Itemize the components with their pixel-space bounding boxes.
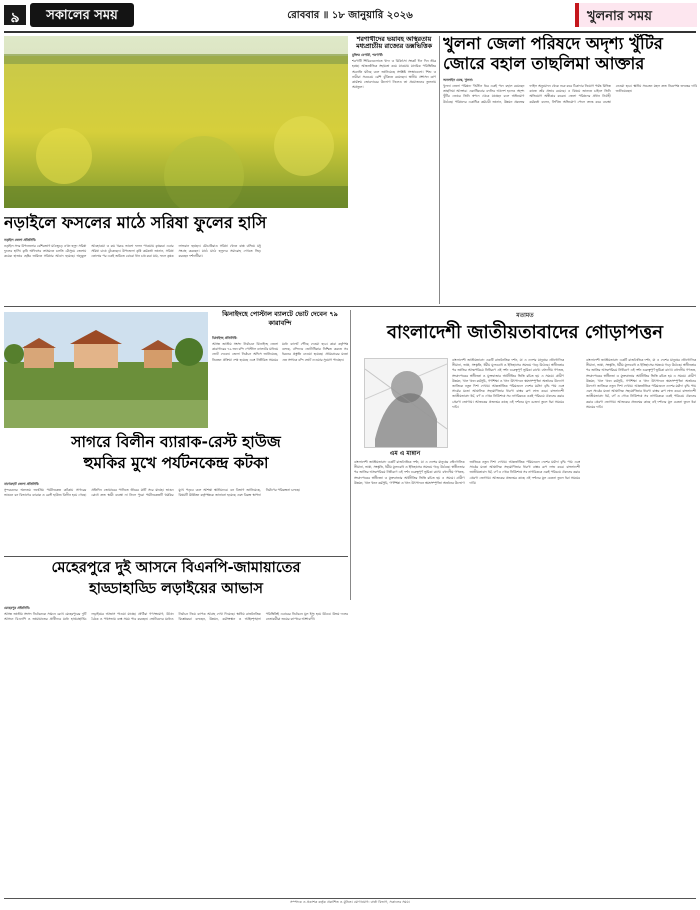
- divider: [4, 556, 348, 557]
- article-meherpur-headline-block: [4, 558, 348, 604]
- article-jhenaidah: [212, 310, 348, 430]
- headline: খুলনা জেলা পরিষদে অদৃশ্য খুঁটির জোরে বহাল তাছলিমা আক্তার: [443, 34, 663, 73]
- body: বাংলাদেশী জাতীয়তাবাদ একটি রাজনৈতিক দর্শন, যা এ দেশের মানুষের ভৌগোলিক সীমানা, ভাষা, সংস্কৃতি, ধর্মীয় মূল্যবোধ ও ইতিহাসের সমন্বয়ে গড়ে উঠেছে। স্বাধীনতার পর জাতির আত্মপরিচয় নির্ধারণে এই দর্শন গুরুত্বপূর্ণ ভূমিকা রাখে। বহুদলীয় গণতন্ত্র, সংবাদপত্রের স্বাধীনতা ও মুক্তবাজার অর্থনীতির ভিত্তি রচিত হয় এ সময়ে। গ্রামীণ উন্নয়ন, খাল খনন কর্মসূচি, গণশিক্ষা ও খাদ্য উৎপাদনে স্বয়ংসম্পূর্ণতা অর্জনের উদ্যোগ জাতিকে নতুন দিশা দেখায়। আন্তর্জাতিক পরিমণ্ডলে দেশের মর্যাদা বৃদ্ধি পায় এবং সার্কের মতো আঞ্চলিক সহযোগিতার ধারণা বাস্তব রূপ লাভ করে। বাংলাদেশী জাতীয়তাবাদ ধর্ম, বর্ণ ও গোত্র নির্বিশেষে সব নাগরিককে একই পরিচয়ে ঐক্যবদ্ধ করার প্রেরণা জোগায়। আজকের প্রজন্মের কাছে এই দর্শনের মূল চেতনা তুলে ধরা সময়ের দাবি।: [354, 460, 580, 485]
- header-rule: [4, 31, 696, 33]
- author-portrait: [365, 359, 447, 447]
- author-name: এম এ মান্নান: [389, 450, 421, 457]
- page-number-box: [4, 5, 26, 25]
- body: সুন্দরবনের অন্যতম জনপ্রিয় পর্যটনকেন্দ্র কটকায় সাগরের ভাঙনে বন বিভাগের ব্যারাক ও রেস্ট হাউজ বিলীন হয়ে গেছে। প্রতিদিন জোয়ারের পানিতে তীরের মাটি সরে যাচ্ছে। ভাঙন রোধে দ্রুত স্থায়ী ব্যবস্থা না নিলে পুরো পর্যটনকেন্দ্রটি হুমকির মুখে পড়বে বলে আশঙ্কা স্থানীয়দের। বন বিভাগ জানিয়েছে, বিষয়টি ঊর্ধ্বতন কর্তৃপক্ষকে জানানো হয়েছে এবং বিকল্প স্থাপনা নির্মাণের পরিকল্পনা চলছে।: [4, 488, 300, 498]
- article-sagar: [4, 482, 348, 552]
- article-sharshe-headline: নড়াইলে ফসলের মাঠে সরিষা ফুলের হাসি: [4, 213, 267, 232]
- section-name: খুলনার সময়: [587, 9, 652, 24]
- article-meherpur: [4, 606, 348, 896]
- headline-line-2: হাড্ডাহাড্ডি লড়াইয়ের আভাস: [89, 581, 263, 597]
- resort-illustration: [4, 312, 208, 428]
- article-sharanarthi: [352, 36, 436, 304]
- byline: নড়াইল জেলা প্রতিনিধি:: [4, 238, 37, 242]
- body-col-right: বাংলাদেশী জাতীয়তাবাদ একটি রাজনৈতিক দর্শন, যা এ দেশের মানুষের ভৌগোলিক সীমানা, ভাষা, সংস্কৃতি, ধর্মীয় মূল্যবোধ ও ইতিহাসের সমন্বয়ে গড়ে উঠেছে। স্বাধীনতার পর জাতির আত্মপরিচয় নির্ধারণে এই দর্শন গুরুত্বপূর্ণ ভূমিকা রাখে। বহুদলীয় গণতন্ত্র, সংবাদপত্রের স্বাধীনতা ও মুক্তবাজার অর্থনীতির ভিত্তি রচিত হয় এ সময়ে। গ্রামীণ উন্নয়ন, খাল খনন কর্মসূচি, গণশিক্ষা ও খাদ্য উৎপাদনে স্বয়ংসম্পূর্ণতা অর্জনের উদ্যোগ জাতিকে নতুন দিশা দেখায়। আন্তর্জাতিক পরিমণ্ডলে দেশের মর্যাদা বৃদ্ধি পায় এবং সার্কের মতো আঞ্চলিক সহযোগিতার ধারণা বাস্তব রূপ লাভ করে। বাংলাদেশী জাতীয়তাবাদ ধর্ম, বর্ণ ও গোত্র নির্বিশেষে সব নাগরিককে একই পরিচয়ে ঐক্যবদ্ধ করার প্রেরণা জোগায়। আজকের প্রজন্মের কাছে এই দর্শনের মূল চেতনা তুলে ধরা সময়ের দাবি।: [586, 358, 696, 409]
- article-sagar-headline-block: [4, 432, 348, 478]
- body: শরণার্থী শিবিরগুলোতে খাদ্য ও চিকিৎসা সংকট দিন দিন তীব্র হচ্ছে। আন্তর্জাতিক সহায়তা কমে যাওয়ায় মানবিক পরিস্থিতির অবনতি ঘটছে বলে জানিয়েছে সংশ্লিষ্ট সংস্থাগুলো। শিশু ও নারীরা সবচেয়ে বেশি ঝুঁকিতে রয়েছেন। স্থানীয় প্রশাসন ত্রাণ কার্যক্রম জোরদারের উদ্যোগ নিলেও তা প্রয়োজনের তুলনায় অপ্রতুল।: [352, 59, 436, 90]
- divider: [4, 306, 696, 307]
- byline: মুক্তির বেপারী, শরণার্থী:: [352, 53, 384, 58]
- date-line: রোববার ॥ ১৮ জানুয়ারি ২০২৬: [287, 10, 413, 21]
- kicker: মতামত: [516, 312, 534, 319]
- mustard-field-illustration: [4, 36, 348, 208]
- author-photo: [364, 358, 448, 448]
- resort-photo: [4, 312, 208, 428]
- footer-rule: [4, 898, 696, 899]
- header-bar: [0, 0, 700, 30]
- article-sharshe: [4, 238, 348, 304]
- headline-line-1: সাগরে বিলীন ব্যারাক-রেস্ট হাউজ: [71, 433, 281, 451]
- headline: বাংলাদেশী জাতীয়তাবাদের গোড়াপত্তন: [386, 322, 663, 343]
- byline: ঝিনাইদহ প্রতিনিধি:: [212, 336, 238, 340]
- page-number: ৯: [10, 10, 20, 26]
- body-col-1: বাংলাদেশী জাতীয়তাবাদ একটি রাজনৈতিক দর্শন, যা এ দেশের মানুষের ভৌগোলিক সীমানা, ভাষা, সংস্কৃতি, ধর্মীয় মূল্যবোধ ও ইতিহাসের সমন্বয়ে গড়ে উঠেছে। স্বাধীনতার পর জাতির আত্মপরিচয় নির্ধারণে এই দর্শন গুরুত্বপূর্ণ ভূমিকা রাখে। বহুদলীয় গণতন্ত্র, সংবাদপত্রের স্বাধীনতা ও মুক্তবাজার অর্থনীতির ভিত্তি রচিত হয় এ সময়ে। গ্রামীণ উন্নয়ন, খাল খনন কর্মসূচি, গণশিক্ষা ও খাদ্য উৎপাদনে স্বয়ংসম্পূর্ণতা অর্জনের উদ্যোগ জাতিকে নতুন দিশা দেখায়। আন্তর্জাতিক পরিমণ্ডলে দেশের মর্যাদা বৃদ্ধি পায় এবং সার্কের মতো আঞ্চলিক সহযোগিতার ধারণা বাস্তব রূপ লাভ করে। বাংলাদেশী জাতীয়তাবাদ ধর্ম, বর্ণ ও গোত্র নির্বিশেষে সব নাগরিককে একই পরিচয়ে ঐক্যবদ্ধ করার প্রেরণা জোগায়। আজকের প্রজন্মের কাছে এই দর্শনের মূল চেতনা তুলে ধরা সময়ের দাবি।: [452, 358, 564, 409]
- body: খুলনা জেলা পরিষদে দীর্ঘদিন ধরে একই পদে বহাল রয়েছেন তাছলিমা আক্তার। একাধিকবার বদলির আদেশ হলেও অদৃশ্য খুঁটির জোরে তিনি স্বপদে থেকে যাচ্ছেন বলে অভিযোগ উঠেছে। পরিষদের একাধিক কর্মচারী জানান, উন্নয়ন প্রকল্পের ফাইল অনুমোদন থেকে শুরু করে ঠিকাদার নিয়োগ পর্যন্ত বিভিন্ন কাজে তাঁর প্রভাব রয়েছে। এ বিষয়ে জানতে চাইলে তিনি অভিযোগ অস্বীকার করেন। জেলা পরিষদের প্রধান নির্বাহী কর্মকর্তা বলেন, লিখিত অভিযোগ পেলে তদন্ত করে ব্যবস্থা নেওয়া হবে। স্থানীয় সচেতন মহল দ্রুত নিরপেক্ষ তদন্তের দাবি জানিয়েছেন।: [443, 84, 697, 104]
- byline: অনলাইন ডেস্ক, খুলনা:: [443, 78, 474, 82]
- headline: ঝিনাইদহে পোস্টাল ব্যালটে ভোট দেবেন ৭৯ কারাবন্দি: [222, 310, 338, 327]
- divider: [350, 310, 351, 600]
- body: আসন্ন জাতীয় সংসদ নির্বাচনকে সামনে রেখে মেহেরপুরের দুটি আসনে বিএনপি ও জামায়াতের প্রার্থীদের মধ্যে হাড্ডাহাড্ডি লড়াইয়ের আভাস পাওয়া যাচ্ছে। প্রার্থীরা গণসংযোগ, উঠান বৈঠক ও পথসভায় ব্যস্ত সময় পার করছেন। ভোটারদের মধ্যেও নির্বাচন নিয়ে ব্যাপক আগ্রহ দেখা দিয়েছে। স্থানীয় রাজনৈতিক বিশ্লেষকরা বলছেন, উন্নয়ন, কর্মসংস্থান ও আইনশৃঙ্খলা পরিস্থিতিই এবারের নির্বাচনে মূল ইস্যু হয়ে উঠবে। উভয় দলের নেতাকর্মীরা জয়ের ব্যাপারে আশাবাদী।: [4, 612, 348, 622]
- masthead: [30, 3, 134, 27]
- headline: শরণার্থীদের ভয়াবহ অস্থিরতায় মধ্যপ্রাচ্যীয় রাজ্যের ডক্সভিত্তিক: [356, 36, 432, 51]
- headline-line-1: মেহেরপুরে দুই আসনে বিএনপি-জামায়াতের: [51, 560, 301, 576]
- article-nationalism: [354, 310, 696, 910]
- article-khulna: [443, 34, 697, 304]
- headline-line-2: হুমকির মুখে পর্যটনকেন্দ্র কটকা: [83, 454, 269, 472]
- body: নড়াইল সদর উপজেলার বেশিরভাগ মাঠজুড়ে এখন হলুদ সরিষা ফুলের হাসি। কৃষি অফিসের তথ্যমতে চলতি মৌসুমে জেলায় কয়েক হাজার হেক্টর জমিতে সরিষার আবাদ হয়েছে। অনুকূল আবহাওয়া ও কম খরচে ভালো ফলন পাওয়ায় কৃষকরা এবার সরিষা চাষে ঝুঁকেছেন। উপজেলা কৃষি কর্মকর্তা জানান, সরিষা তোলার পর একই জমিতে বোরো ধান চাষ করা যায়, ফলে কৃষক লাভবান হচ্ছেন। মৌচাষিরাও সরিষা খেতে বাক্স বসিয়ে মধু সংগ্রহ করছেন। মাঠে মাঠে হলুদের সমারোহ দেখতে ভিড় করছেন দর্শনার্থীরা।: [4, 244, 261, 259]
- section-box: [575, 3, 697, 27]
- divider: [439, 36, 440, 304]
- body: আসন্ন জাতীয় সংসদ নির্বাচনে ঝিনাইদহ জেলা কারাগারের ৭৯ জন বন্দি পোস্টাল ব্যালটের মাধ্যমে ভোট দেবেন। জেলা নির্বাচন অফিস জানিয়েছে, নিবন্ধন প্রক্রিয়া শেষ হয়েছে এবং নির্ধারিত সময়ের মধ্যে ব্যালট পৌঁছে দেওয়া হবে। কারা কর্তৃপক্ষ বলছে, বন্দিদের ভোটাধিকার নিশ্চিত করতে সব ধরনের প্রস্তুতি নেওয়া হয়েছে। প্রথমবারের মতো এত সংখ্যক বন্দি ভোট দেওয়ার সুযোগ পাচ্ছেন।: [212, 342, 348, 362]
- mustard-field-photo: [4, 36, 348, 208]
- footer-line: সম্পাদক ও প্রকাশক কর্তৃক প্রকাশিত ও মুদ্রিত। যোগাযোগ: বার্তা বিভাগ, সকালের সময়।: [290, 900, 410, 904]
- byline: বাগেরহাট জেলা প্রতিনিধি:: [4, 482, 40, 486]
- masthead-title: সকালের সময়: [46, 8, 118, 23]
- byline: মেহেরপুর প্রতিনিধি:: [4, 606, 31, 610]
